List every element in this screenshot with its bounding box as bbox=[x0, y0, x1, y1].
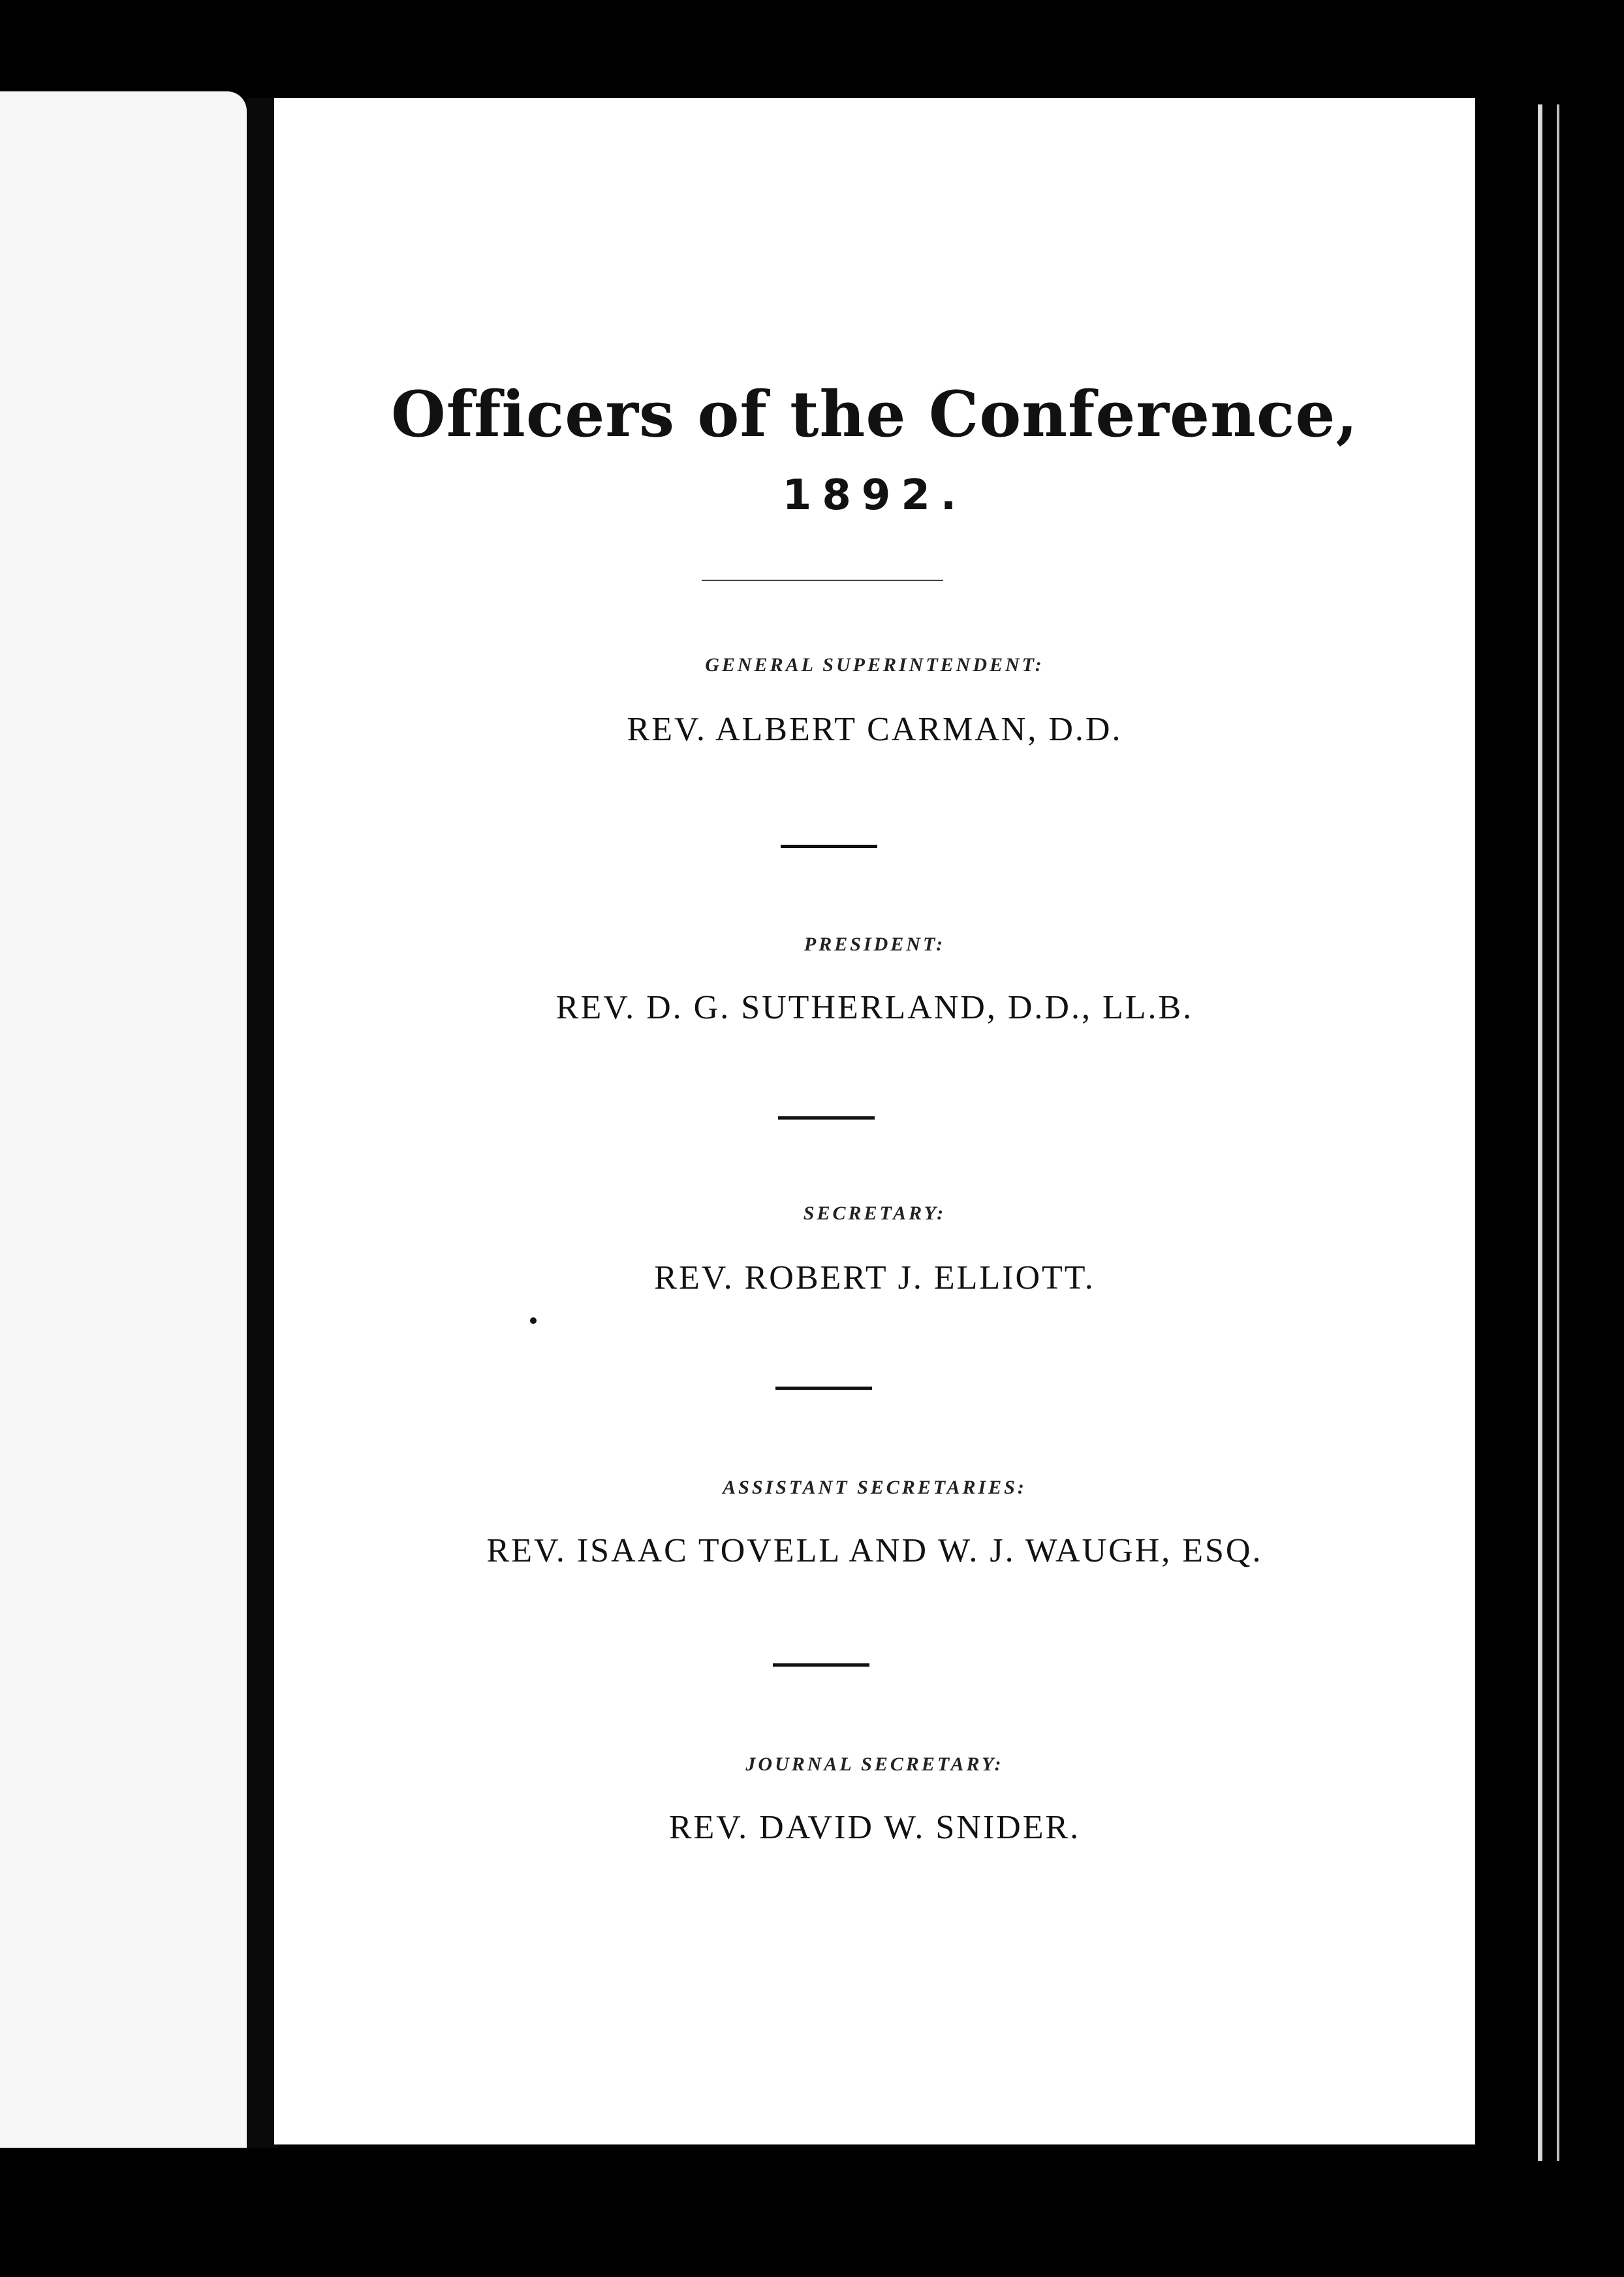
page-title: Officers of the Conference, bbox=[391, 377, 1358, 451]
officer-name-assistant-secretaries: REV. ISAAC TOVELL AND W. J. WAUGH, ESQ. bbox=[486, 1532, 1263, 1569]
title-divider bbox=[702, 580, 943, 581]
officer-role-general-superintendent: GENERAL SUPERINTENDENT: bbox=[705, 654, 1044, 676]
page-year: 1892. bbox=[782, 471, 967, 520]
officer-name-president: REV. D. G. SUTHERLAND, D.D., LL.B. bbox=[555, 989, 1194, 1026]
officer-name-general-superintendent: REV. ALBERT CARMAN, D.D. bbox=[627, 711, 1123, 748]
officer-role-president: PRESIDENT: bbox=[804, 934, 946, 955]
binding-edge bbox=[1538, 104, 1542, 2161]
section-divider bbox=[773, 1663, 869, 1667]
officer-name-journal-secretary: REV. DAVID W. SNIDER. bbox=[668, 1809, 1081, 1846]
section-divider bbox=[775, 1387, 872, 1390]
facing-page bbox=[0, 91, 247, 2148]
officer-role-journal-secretary: JOURNAL SECRETARY: bbox=[745, 1753, 1004, 1775]
section-divider bbox=[781, 845, 877, 848]
officer-name-secretary: REV. ROBERT J. ELLIOTT. bbox=[654, 1259, 1095, 1296]
section-divider bbox=[778, 1116, 875, 1120]
officer-role-secretary: SECRETARY: bbox=[803, 1202, 946, 1224]
officer-role-assistant-secretaries: ASSISTANT SECRETARIES: bbox=[723, 1477, 1027, 1498]
ink-speck bbox=[530, 1317, 537, 1324]
binding-edge bbox=[1557, 104, 1559, 2161]
